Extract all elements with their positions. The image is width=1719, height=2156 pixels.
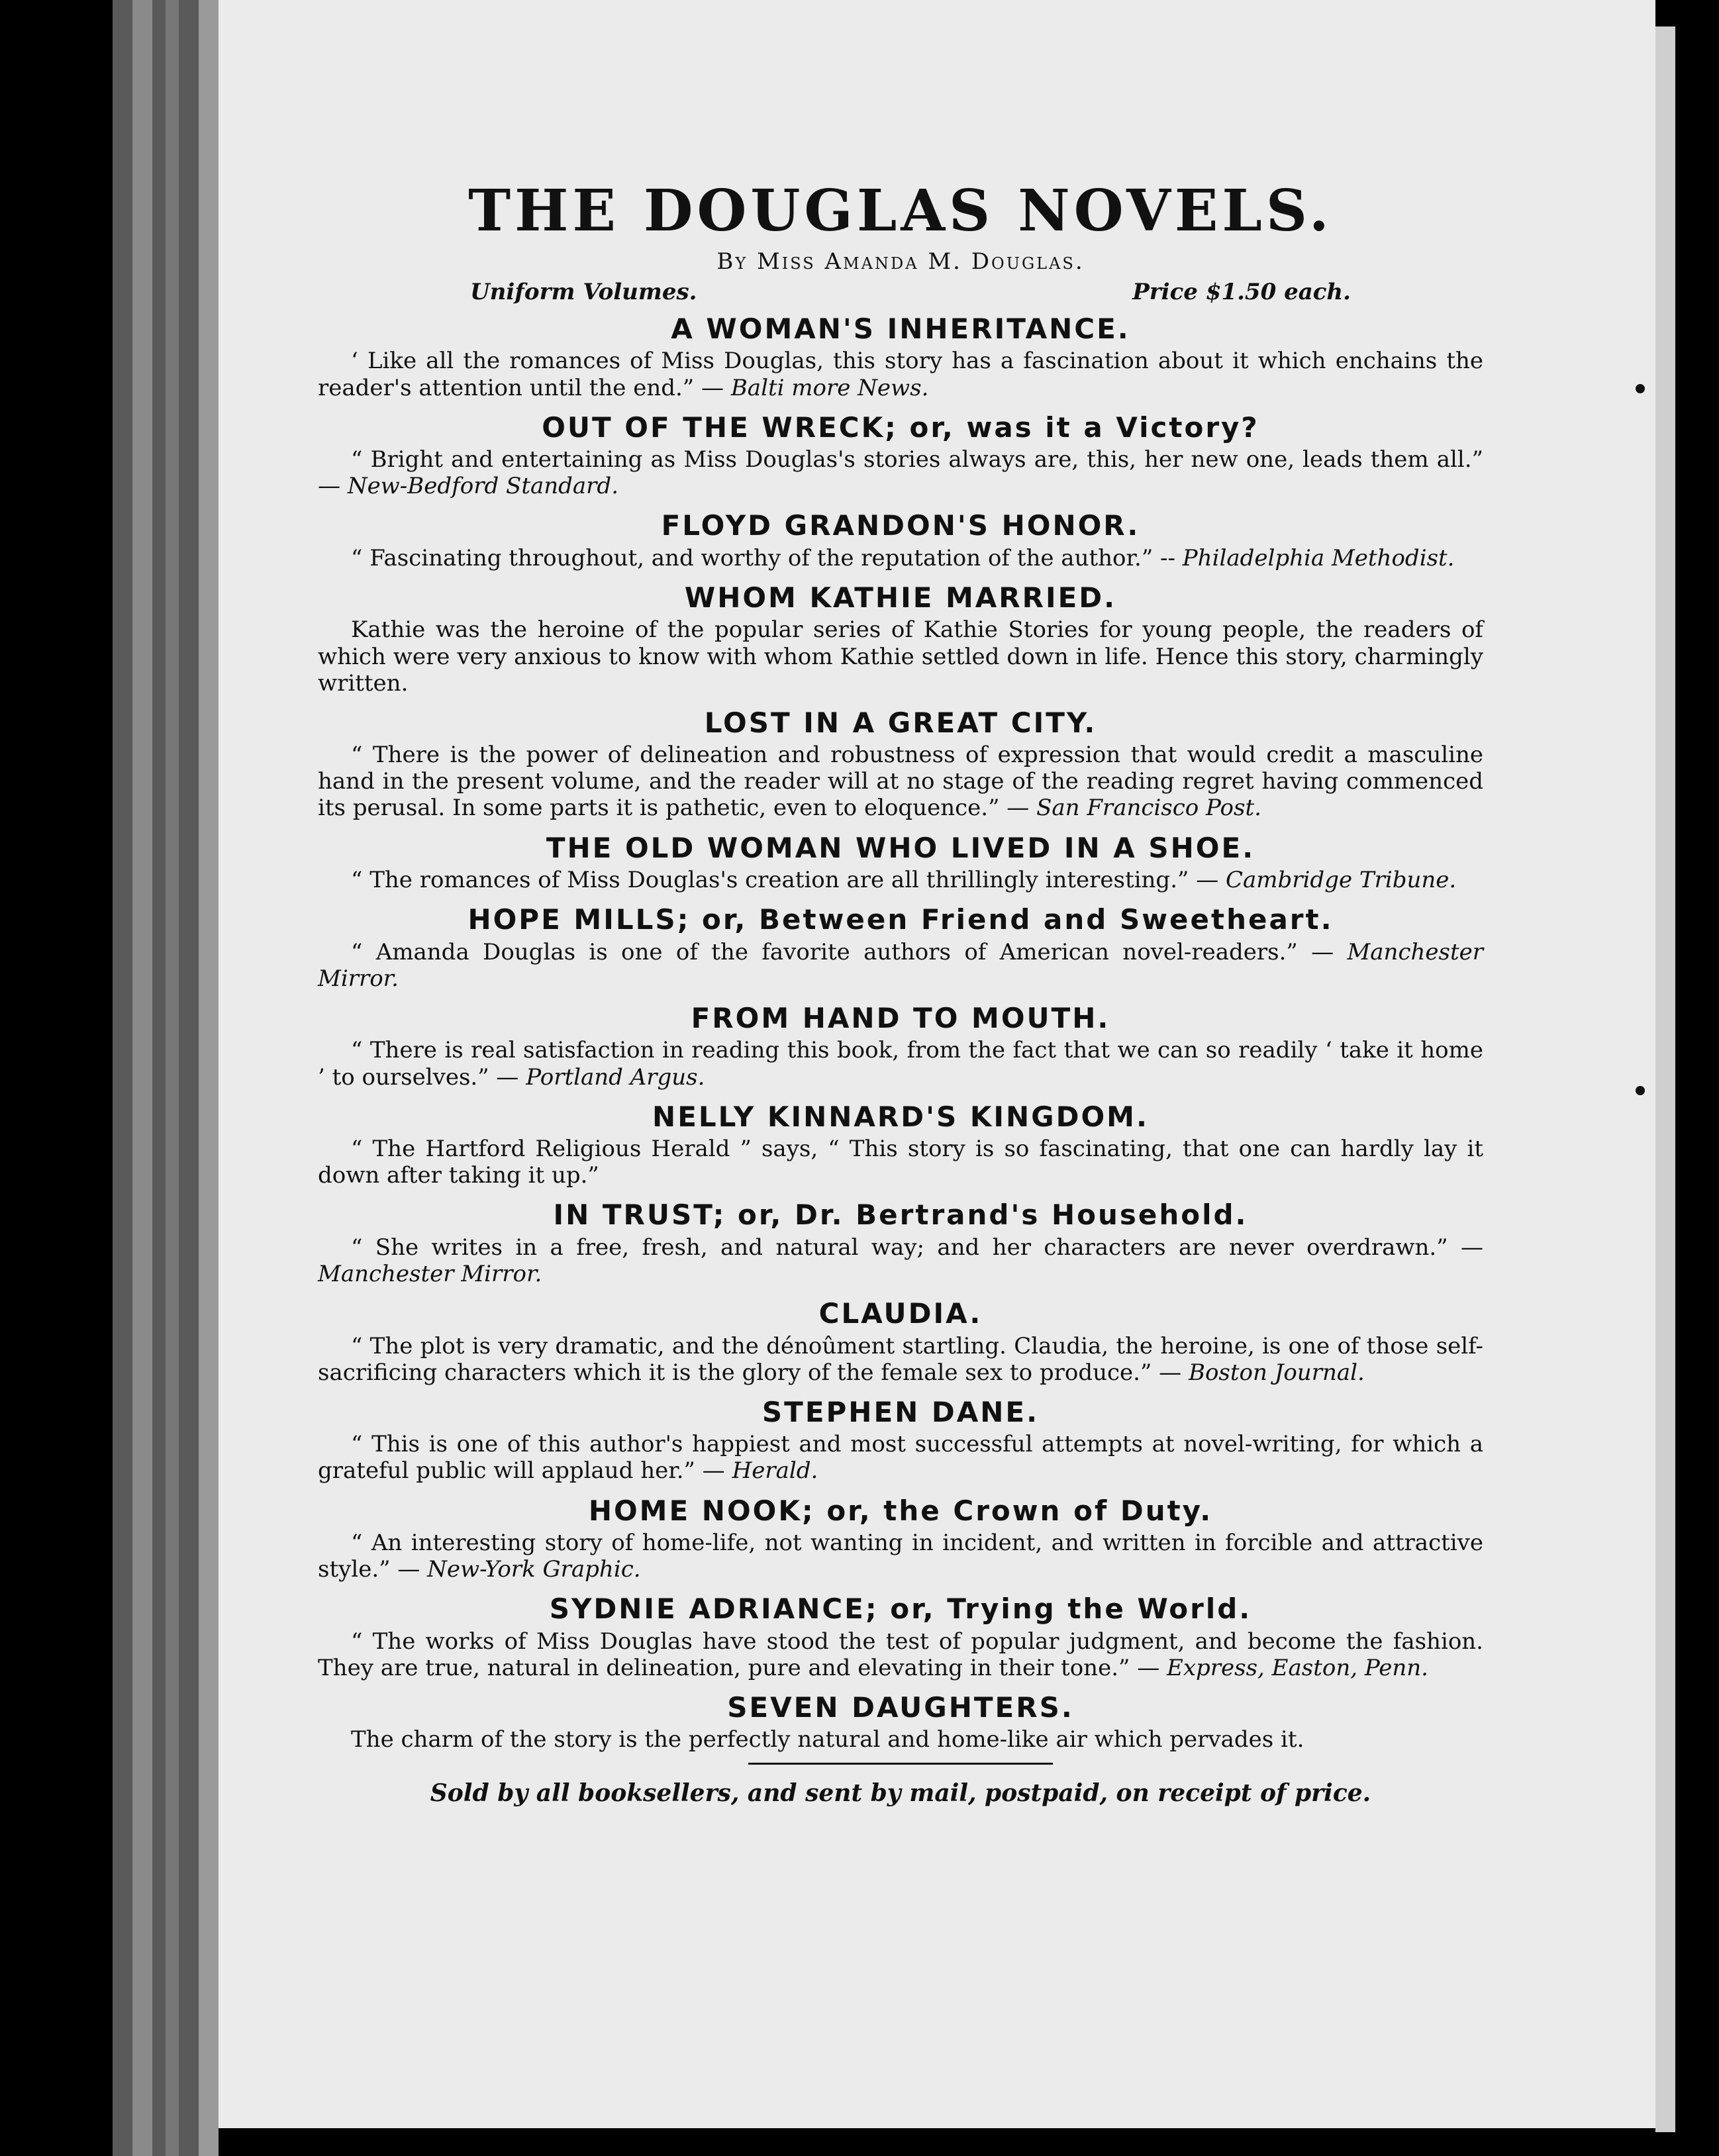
page-title: THE DOUGLAS NOVELS. [468,177,1333,244]
review-quote: “ She writes in a free, fresh, and natural way; and her characters are never overdrawn.” — [351,1234,1483,1261]
book-entry [318,411,1483,500]
review-quote: “ The works of Miss Douglas have stood the test of popular judgment, and become the fashion. They are true, natural in delineation, pure and elevating in their tone.” — [318,1628,1483,1681]
book-entry [318,581,1483,697]
review-source: Express, Easton, Penn. [1167,1654,1428,1681]
book-review [318,616,1483,696]
review-quote: “ Amanda Douglas is one of the favorite authors of American novel-readers.” — [351,938,1334,965]
book-entry [318,1494,1483,1583]
review-quote: “ Bright and entertaining as Miss Douglas's stories always are, this, her new one, leads them all.” — [318,446,1483,500]
review-quote: “ This is one of this author's happiest and most successful attempts at novel-writing, for which a grateful public will applaud her.” — [318,1431,1483,1485]
book-entry [318,831,1483,894]
book-review [318,1037,1483,1090]
book-title: FLOYD GRANDON'S HONOR. [661,509,1140,542]
book-title: SYDNIE ADRIANCE; or, Trying the World. [549,1592,1252,1626]
book-review [318,1628,1483,1681]
review-source: Manchester Mirror. [318,938,1483,992]
book-entry [318,1198,1483,1287]
book-title: IN TRUST; or, Dr. Bertrand's Household. [553,1199,1248,1232]
volume-price-row [318,279,1483,305]
sales-footer: Sold by all booksellers, and sent by mail, postpaid, on receipt of price. [430,1779,1371,1807]
book-entry [318,1395,1483,1485]
margin-mark [1636,1086,1645,1095]
book-title: LOST IN A GREAT CITY. [704,706,1097,739]
book-entry [318,312,1483,401]
book-review [318,1136,1483,1189]
review-source: Balti more News. [730,374,929,401]
review-quote: “ Fascinating throughout, and worthy of the reputation of the author.” -- [351,544,1175,571]
volumes-note: Uniform Volumes. [470,278,697,305]
book-title: WHOM KATHIE MARRIED. [684,581,1117,614]
book-title: NELLY KINNARD'S KINGDOM. [652,1100,1149,1133]
book-review [318,545,1483,571]
price-note: Price $1.50 each. [1132,278,1351,305]
book-entry [318,903,1483,992]
book-title: SEVEN DAUGHTERS. [727,1690,1074,1724]
book-title: CLAUDIA. [818,1297,983,1330]
book-entry [318,1297,1483,1386]
book-title: FROM HAND TO MOUTH. [691,1001,1110,1034]
review-source: Portland Argus. [526,1063,705,1091]
review-source: San Francisco Post. [1036,795,1261,822]
review-quote: ‘ Like all the romances of Miss Douglas, this story has a fascination about it which enchains the reader's attention until the end.” — [318,348,1483,401]
book-title: HOME NOOK; or, the Crown of Duty. [588,1494,1213,1527]
book-review [318,1234,1483,1287]
review-source: Cambridge Tribune. [1226,867,1457,894]
review-quote: “ The plot is very dramatic, and the dénoûment startling. Claudia, the heroine, is one of those self-sacrificing characters which it is the glory of the female sex to produce.” — [318,1332,1483,1386]
review-quote: The charm of the story is the perfectly natural and home-like air which pervades it. [351,1726,1304,1753]
book-title: THE OLD WOMAN WHO LIVED IN A SHOE. [546,831,1255,864]
book-review [318,1333,1483,1386]
review-quote: “ There is real satisfaction in reading this book, from the fact that we can so readily ‘ take it home ’ to ourselves.” — [318,1037,1483,1091]
review-quote: “ The romances of Miss Douglas's creation are all thrillingly interesting.” — [351,867,1219,894]
book-list [318,312,1483,1753]
review-source: New-York Graphic. [427,1556,641,1583]
review-source: Philadelphia Methodist. [1182,544,1455,571]
review-quote: “ An interesting story of home-life, not wanting in incident, and written in forcible and attractive style.” — [318,1530,1483,1583]
book-review [318,742,1483,821]
book-title: OUT OF THE WRECK; or, was it a Victory? [542,411,1259,444]
review-source: Manchester Mirror. [318,1260,542,1287]
book-review [318,1530,1483,1583]
book-entry [318,1592,1483,1681]
divider-rule [748,1763,1053,1765]
review-quote: Kathie was the heroine of the popular series of Kathie Stories for young people, the readers of which were very anxious to know with whom Kathie settled down in life. Hence this story, charmingly written. [318,616,1483,697]
book-review [318,1431,1483,1484]
book-entry [318,509,1483,571]
author-byline: By Miss Amanda M. Douglas. [716,248,1085,275]
book-title: A WOMAN'S INHERITANCE. [671,312,1130,345]
review-quote: “ There is the power of delineation and robustness of expression that would credit a masculine hand in the present volume, and the reader will at no stage of the reading regret having commenced its perusal. In some parts it is pathetic, even to eloquence.” — [318,742,1483,822]
book-entry [318,1001,1483,1091]
book-entry [318,1100,1483,1189]
book-review [318,446,1483,499]
review-source: Herald. [732,1457,818,1485]
book-review [318,867,1483,893]
book-title: HOPE MILLS; or, Between Friend and Sweetheart. [467,903,1334,936]
review-quote: “ The Hartford Religious Herald ” says, “ This story is so fascinating, that one can hardly lay it down after taking it up.” [318,1136,1483,1189]
book-title: STEPHEN DANE. [761,1395,1040,1428]
book-review [318,939,1483,992]
review-source: New-Bedford Standard. [347,473,619,500]
book-entry [318,1690,1483,1753]
review-source: Boston Journal. [1188,1359,1365,1386]
book-entry [318,706,1483,822]
book-review [318,1726,1483,1753]
margin-mark [1636,384,1645,393]
advertisement-page [318,152,1483,1807]
book-review [318,348,1483,401]
